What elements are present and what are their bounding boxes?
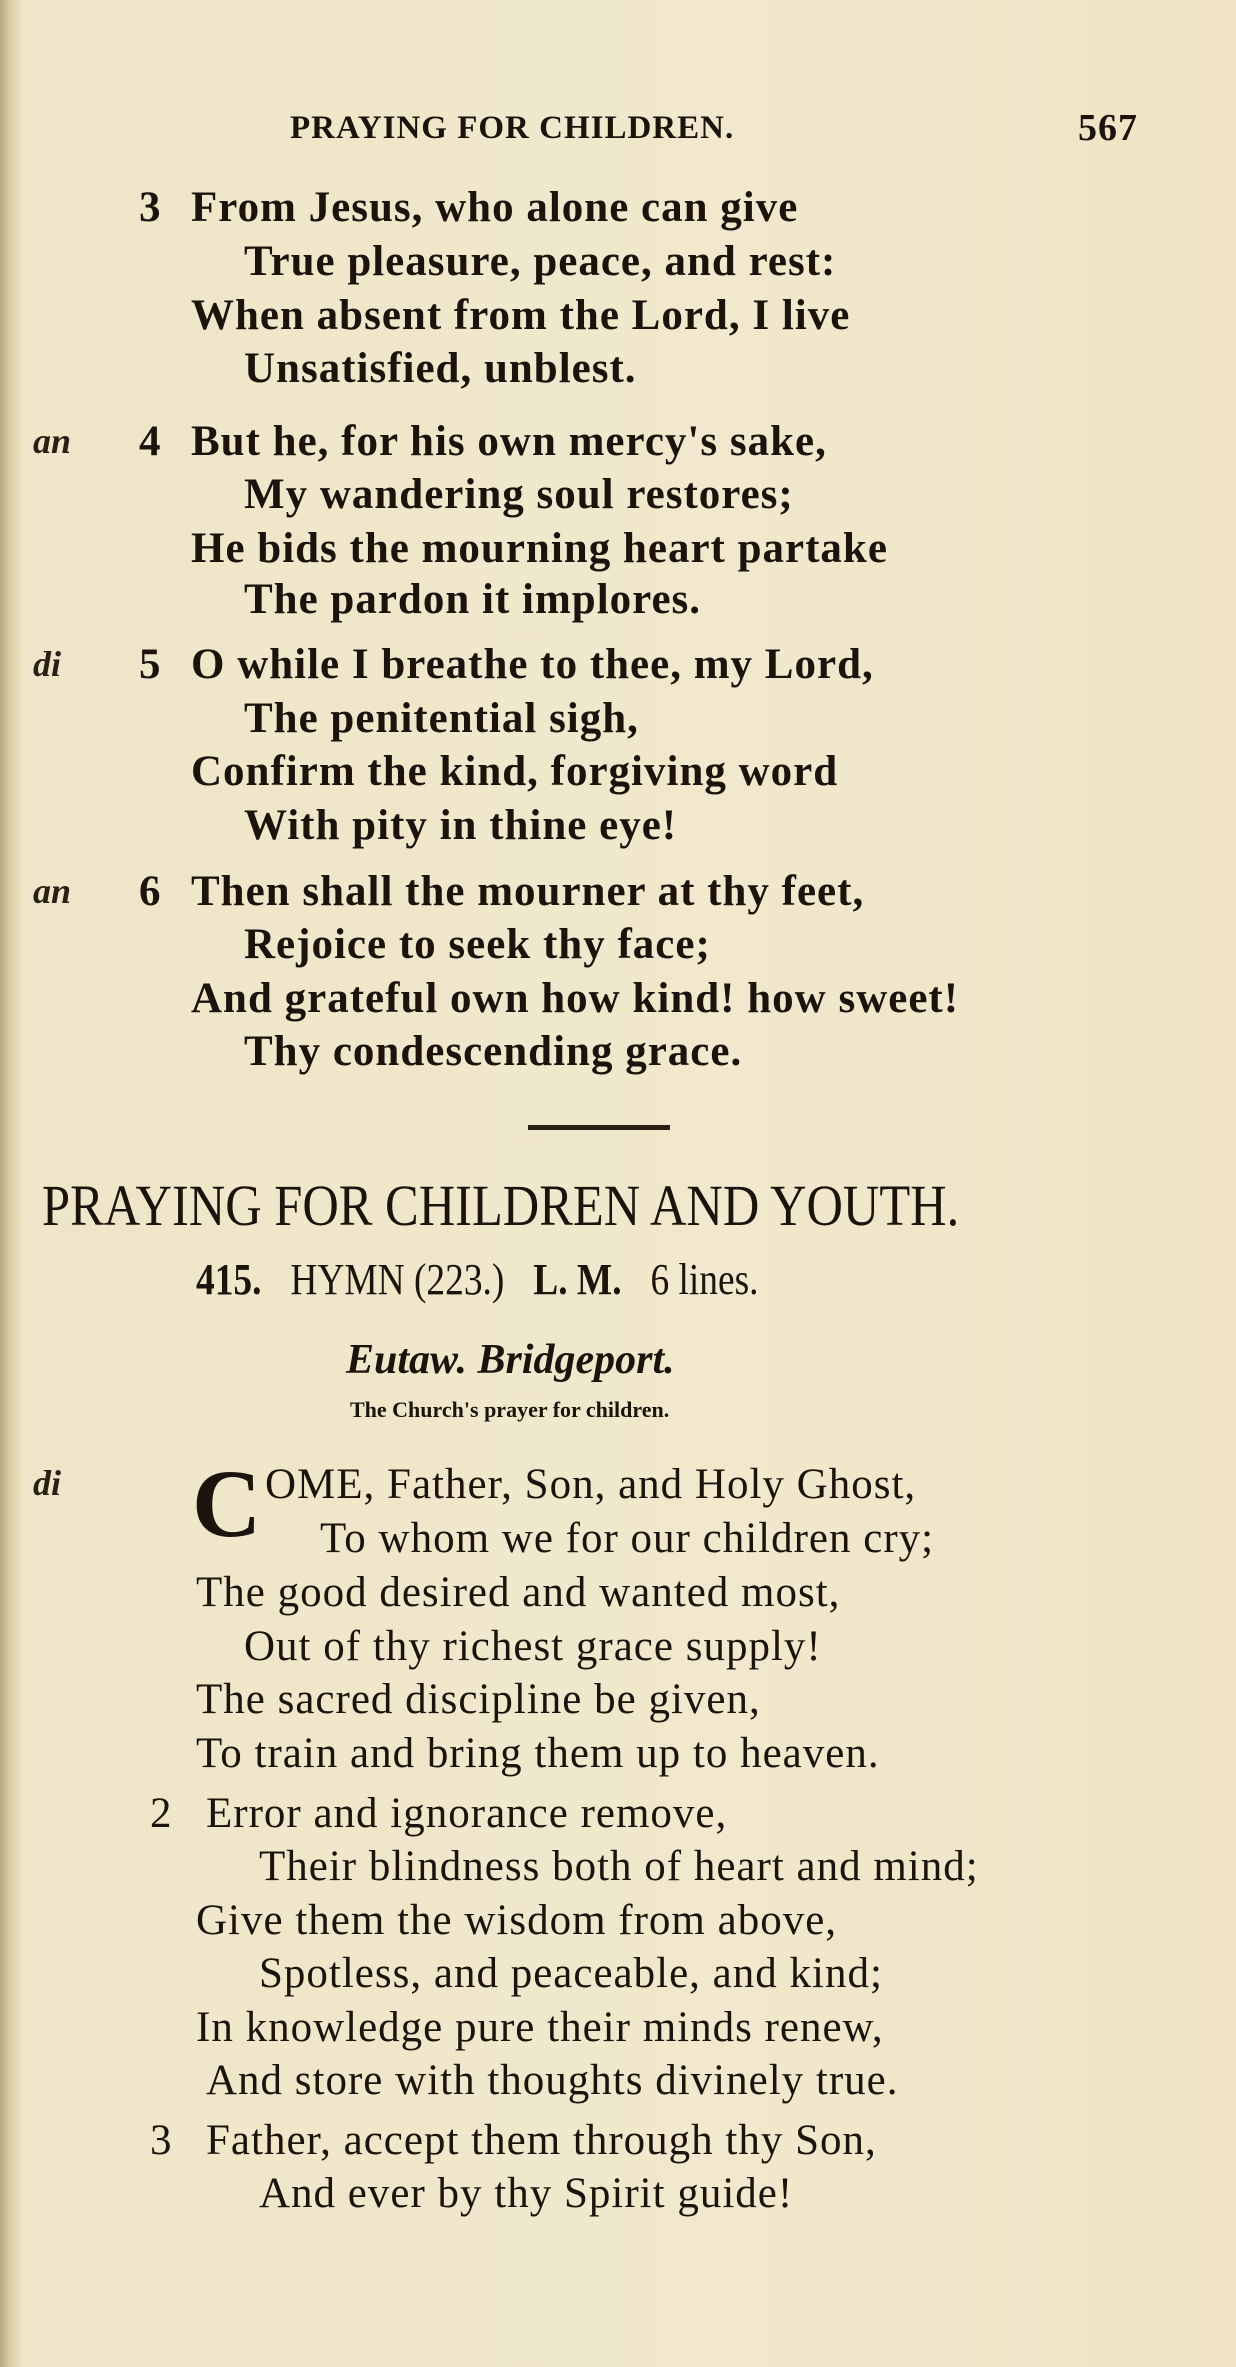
verse-line: When absent from the Lord, I live [191,292,851,339]
verse-line: The pardon it implores. [244,576,702,623]
verse-line: To whom we for our children cry; [320,1515,935,1562]
verse-line: Give them the wisdom from above, [196,1897,838,1944]
verse-line: The sacred discipline be given, [196,1676,761,1723]
verse-line: My wandering soul restores; [244,471,794,518]
margin-mark: an [33,421,72,461]
verse-line: In knowledge pure their minds renew, [196,2004,884,2051]
margin-mark: di [33,644,62,684]
verse-line: From Jesus, who alone can give [191,184,799,231]
stanza-number: 5 [139,641,162,688]
hymn-length: 6 lines. [650,1255,759,1304]
verse-line: Unsatisfied, unblest. [244,345,637,392]
verse-line: But he, for his own mercy's sake, [191,418,827,465]
running-title: PRAYING FOR CHILDREN. [290,110,735,146]
verse-line: True pleasure, peace, and rest: [244,238,837,285]
hymn-subtitle: The Church's prayer for children. [350,1397,670,1422]
section-divider [528,1125,670,1130]
stanza-number: 6 [139,868,162,915]
verse-line: Out of thy richest grace supply! [244,1623,822,1670]
verse-line: Father, accept them through thy Son, [206,2117,877,2164]
verse-line: With pity in thine eye! [244,802,678,849]
verse-line: Thy condescending grace. [244,1028,743,1075]
verse-line: And grateful own how kind! how sweet! [191,975,960,1022]
section-title: PRAYING FOR CHILDREN AND YOUTH. [42,1173,960,1238]
verse-line: Rejoice to seek thy face; [244,921,711,968]
page-number: 567 [1078,107,1138,149]
verse-line: The penitential sigh, [244,695,639,742]
stanza-number: 3 [139,184,162,231]
stanza-number: 2 [150,1790,173,1837]
verse-line: Their blindness both of heart and mind; [259,1843,979,1890]
hymn-label: HYMN (223.) [290,1255,505,1304]
drop-cap: C [192,1450,262,1557]
hymn-tunes: Eutaw. Bridgeport. [346,1337,675,1383]
hymn-heading [196,1255,759,1304]
margin-mark: di [33,1463,62,1503]
hymn-meter: L. M. [533,1255,622,1304]
stanza-number: 4 [139,418,162,465]
margin-mark: an [33,871,72,911]
verse-line: O while I breathe to thee, my Lord, [191,641,874,688]
verse-line: He bids the mourning heart partake [191,525,888,572]
verse-line: The good desired and wanted most, [196,1569,841,1616]
hymn-number: 415. [196,1255,262,1304]
verse-line: To train and bring them up to heaven. [196,1730,880,1777]
stanza-number: 3 [150,2117,173,2164]
verse-line: Then shall the mourner at thy feet, [191,868,865,915]
verse-line: Confirm the kind, forgiving word [191,748,839,795]
verse-line: And store with thoughts divinely true. [206,2057,899,2104]
verse-line: Spotless, and peaceable, and kind; [259,1950,883,1997]
verse-line: Error and ignorance remove, [206,1790,728,1837]
verse-line: And ever by thy Spirit guide! [259,2170,794,2217]
verse-line: OME, Father, Son, and Holy Ghost, [265,1461,917,1508]
